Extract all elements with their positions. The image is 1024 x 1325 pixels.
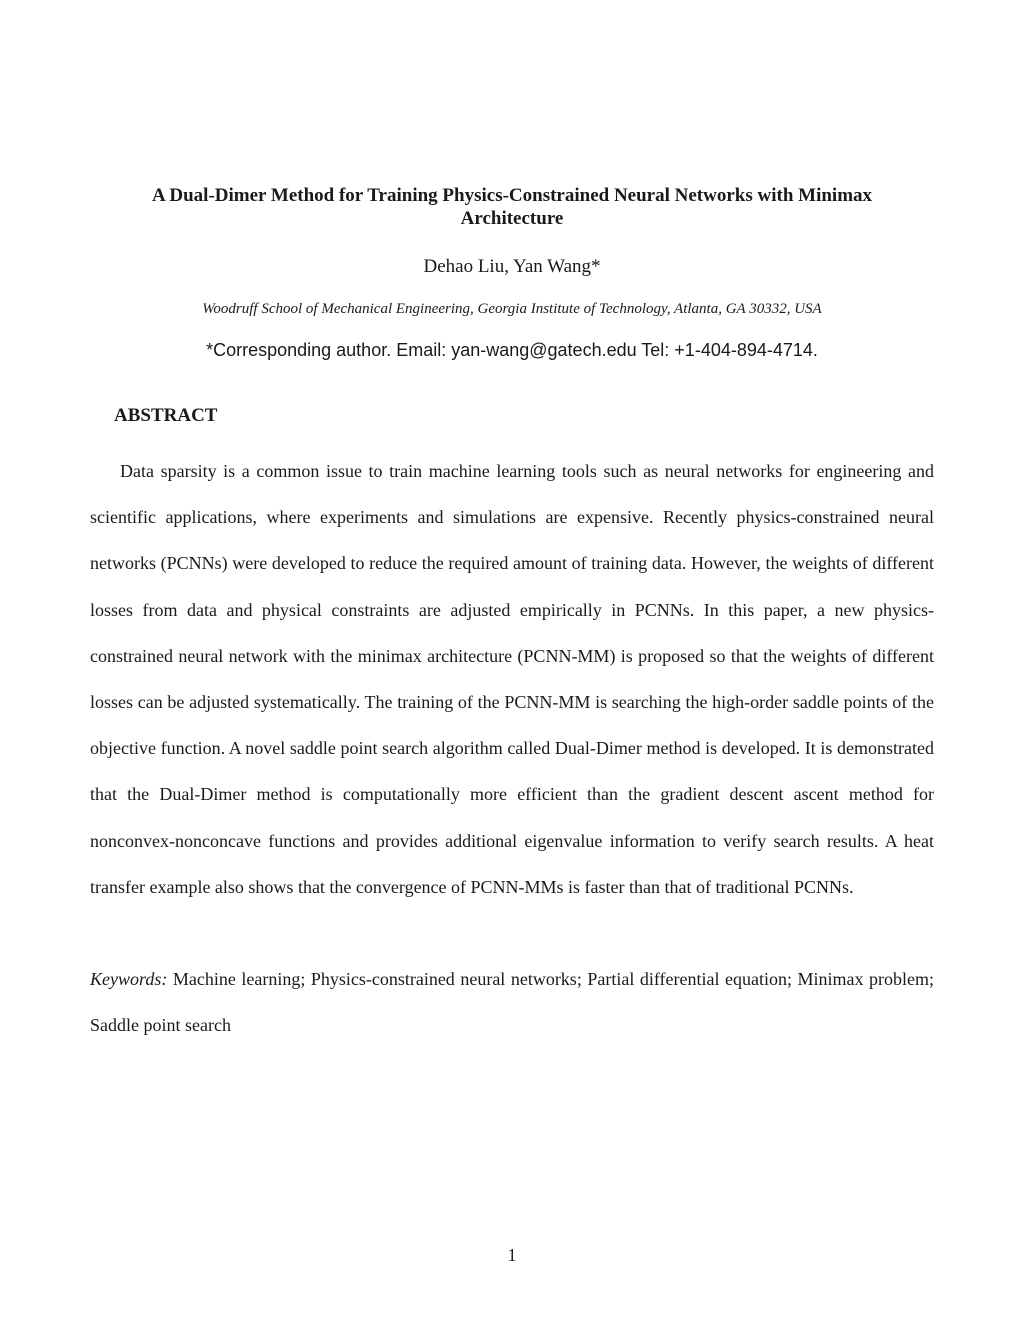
- author-list: Dehao Liu, Yan Wang*: [423, 256, 601, 277]
- page-number: 1: [507, 1245, 517, 1265]
- abstract-heading: ABSTRACT: [114, 405, 218, 426]
- author-affiliation: Woodruff School of Mechanical Engineering, Georgia Institute of Technology, Atlanta, GA 30332, USA: [202, 301, 822, 317]
- keywords-label: Keywords:: [90, 969, 168, 989]
- paper-title: A Dual-Dimer Method for Training Physics-Constrained Neural Networks with Minimax Architecture: [151, 185, 873, 229]
- corresponding-author-note: *Corresponding author. Email: yan-wang@gatech.edu Tel: +1-404-894-4714.: [206, 340, 818, 360]
- keywords-paragraph: [90, 956, 934, 1048]
- abstract-paragraph: Data sparsity is a common issue to train machine learning tools such as neural networks for engineering and scientific applications, where experiments and simulations are expensive. Recently physics-constrained neural networks (PCNNs) were developed to reduce the required amount of training data. However, the weights of different losses from data and physical constraints are adjusted empirically in PCNNs. In this paper, a new physics-constrained neural network with the minimax architecture (PCNN-MM) is proposed so that the weights of different losses can be adjusted systematically. The training of the PCNN-MM is searching the high-order saddle points of the objective function. A novel saddle point search algorithm called Dual-Dimer method is developed. It is demonstrated that the Dual-Dimer method is computationally more efficient than the gradient descent ascent method for nonconvex-nonconcave functions and provides additional eigenvalue information to verify search results. A heat transfer example also shows that the convergence of PCNN-MMs is faster than that of traditional PCNNs.: [90, 461, 934, 897]
- keywords-text: Machine learning; Physics-constrained neural networks; Partial differential equation; Minimax problem; Saddle point search: [90, 969, 934, 1035]
